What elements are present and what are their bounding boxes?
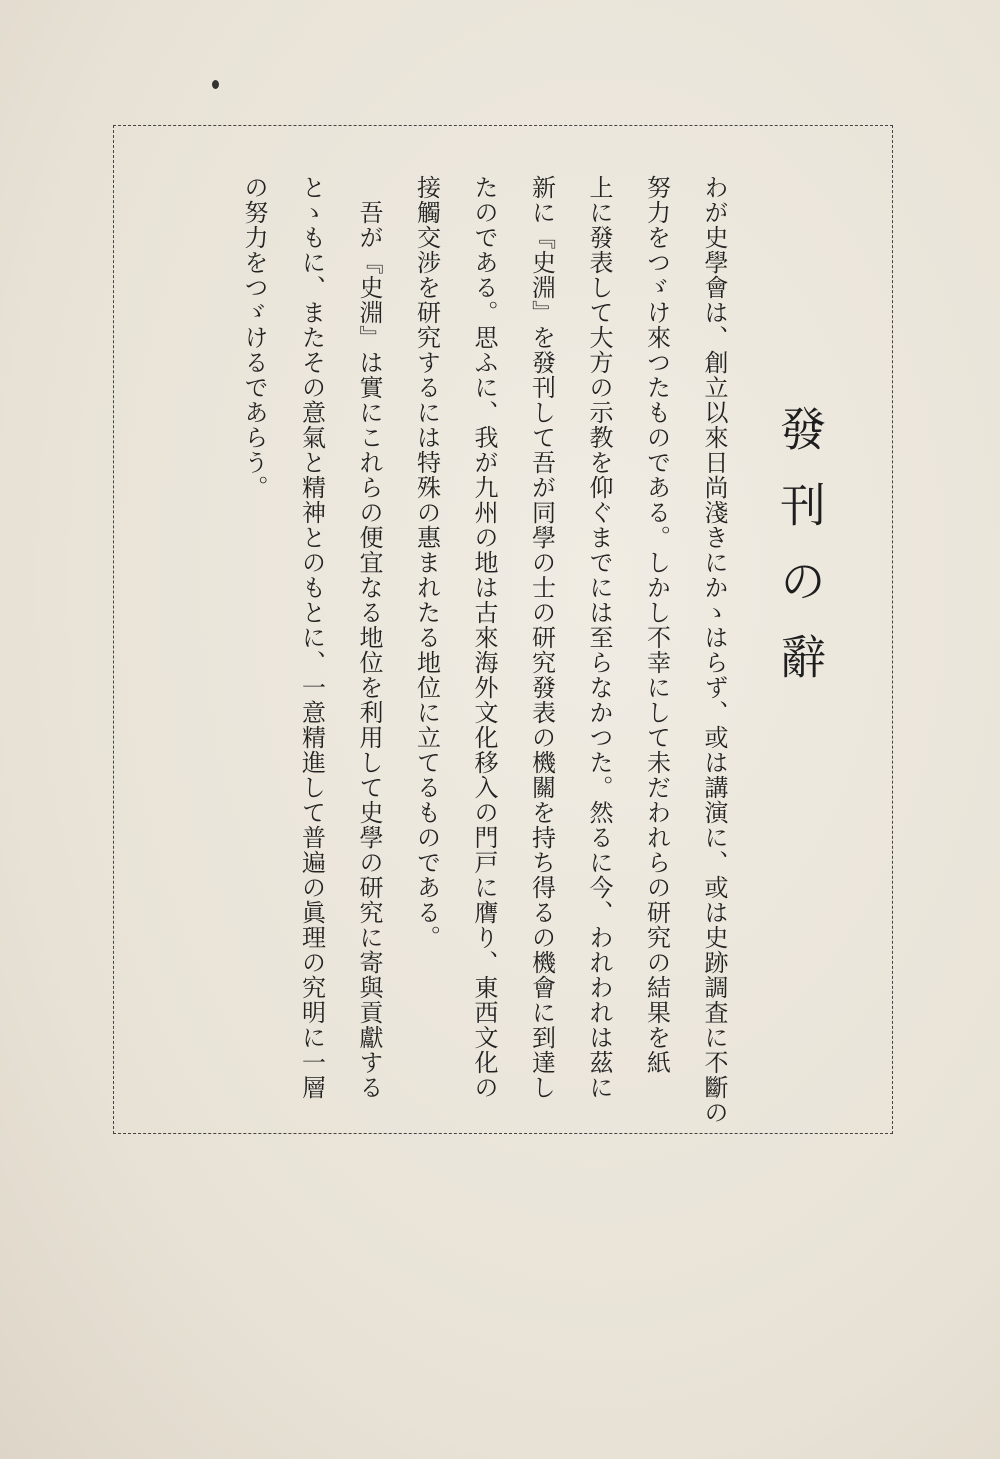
body-text bbox=[225, 175, 742, 1135]
text-column: の努力をつゞけるであらう。 bbox=[240, 175, 268, 500]
text-column: 接觸交涉を研究するには特殊の惠まれたる地位に立てるものである。 bbox=[412, 175, 441, 950]
text-column: 吾が『史淵』は實にこれらの便宜なる地位を利用して史學の研究に寄與貢獻する bbox=[355, 200, 383, 1100]
text-column: 努力をつゞけ來つたものである。しかし不幸にして未だわれらの研究の結果を紙 bbox=[642, 175, 671, 1075]
page-title: 發刊の辭 bbox=[773, 405, 827, 709]
ink-spot bbox=[212, 80, 219, 89]
text-column: 上に發表して大方の示教を仰ぐまでには至らなかつた。然るに今、われわれは茲に bbox=[585, 175, 613, 1100]
text-column: とゝもに、またその意氣と精神とのもとに、一意精進して普遍の眞理の究明に一層 bbox=[297, 175, 326, 1100]
text-column: わが史學會は、創立以來日尚淺きにかゝはらず、或は講演に、或は史跡調査に不斷の bbox=[700, 175, 728, 1125]
text-column: たのである。思ふに、我が九州の地は古來海外文化移入の門戸に膺り、東西文化の bbox=[470, 175, 498, 1100]
text-column: 新に『史淵』を發刊して吾が同學の士の研究發表の機關を持ち得るの機會に到達し bbox=[527, 175, 556, 1100]
